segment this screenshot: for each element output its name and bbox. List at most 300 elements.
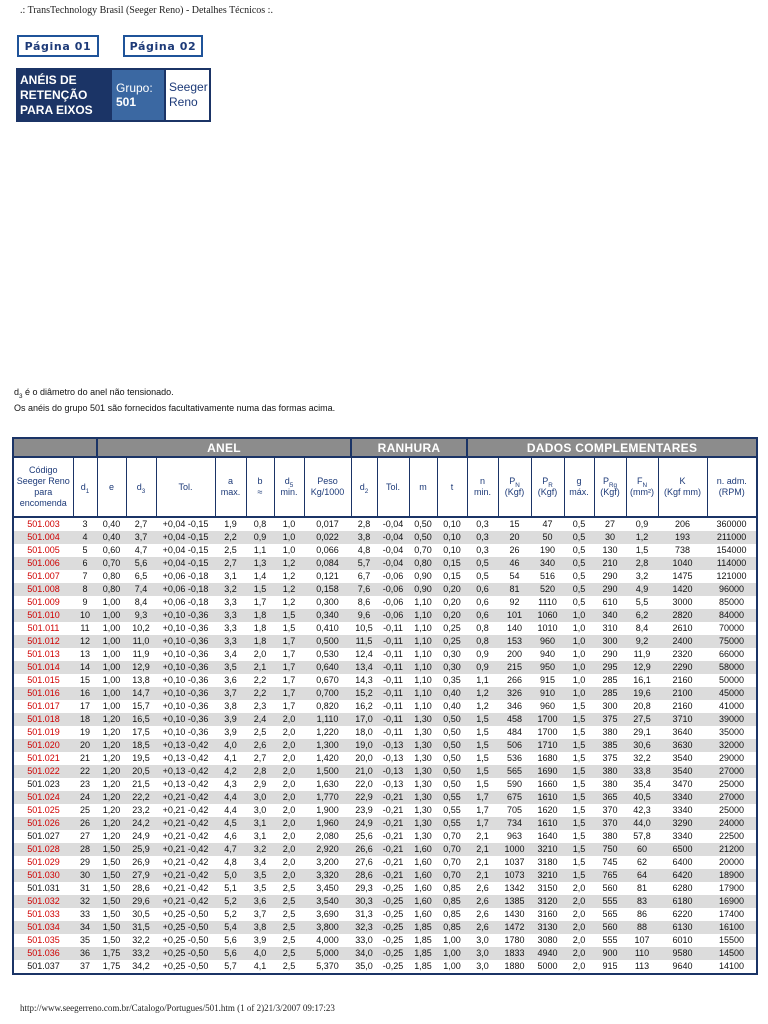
prg-cell: 30 bbox=[594, 531, 626, 544]
part-code-link[interactable]: 501.034 bbox=[27, 922, 60, 932]
d2-cell: 22,0 bbox=[355, 779, 373, 789]
d2-cell: 12,4 bbox=[355, 649, 373, 659]
g-max-cell: 1,5 bbox=[572, 857, 586, 867]
d5-min-cell: 1,7 bbox=[274, 661, 304, 674]
d5-min-cell: 1,7 bbox=[274, 687, 304, 700]
col-header-unit: (Kgf) bbox=[504, 487, 525, 497]
g-max-cell: 1,0 bbox=[564, 661, 594, 674]
pn-cell: 565 bbox=[498, 765, 531, 778]
pr-cell: 1690 bbox=[531, 765, 564, 778]
t-cell: 0,20 bbox=[437, 583, 467, 596]
codigo-cell bbox=[13, 713, 73, 726]
d3-cell: 17,5 bbox=[132, 727, 150, 737]
n-min-cell: 2,1 bbox=[467, 843, 498, 856]
pr-cell: 1060 bbox=[531, 609, 564, 622]
e-cell: 1,00 bbox=[97, 661, 126, 674]
col-header-unit: Kg/1000 bbox=[310, 487, 345, 497]
d2-cell: 21,0 bbox=[351, 765, 377, 778]
tol-anel-cell: +0,25 -0,50 bbox=[162, 935, 209, 945]
note-symbol: d bbox=[14, 387, 20, 397]
n-min-cell: 3,0 bbox=[467, 947, 498, 960]
table-row bbox=[13, 765, 757, 778]
col-header-prg bbox=[594, 457, 626, 517]
tol-anel-cell: +0,04 -0,15 bbox=[156, 531, 215, 544]
pn-cell: 1000 bbox=[498, 843, 531, 856]
a-max-cell: 3,3 bbox=[224, 597, 237, 607]
prg-cell: 765 bbox=[594, 869, 626, 882]
e-cell: 1,00 bbox=[97, 609, 126, 622]
col-header-d5-min bbox=[274, 457, 304, 517]
note-group-forms: Os anéis do grupo 501 são fornecidos facultativamente numa das formas acima. bbox=[14, 403, 336, 413]
peso-cell: 1,960 bbox=[304, 817, 351, 830]
peso-cell: 0,158 bbox=[304, 583, 351, 596]
m-cell: 1,60 bbox=[414, 909, 432, 919]
b-cell: 3,5 bbox=[253, 883, 267, 893]
col-header-d1 bbox=[73, 457, 97, 517]
b-cell: 1,8 bbox=[246, 635, 274, 648]
t-cell: 0,55 bbox=[443, 805, 461, 815]
col-header-g-max bbox=[564, 457, 594, 517]
t-cell: 0,40 bbox=[443, 701, 461, 711]
part-code-link[interactable]: 501.032 bbox=[27, 896, 60, 906]
fn-cell: 40,5 bbox=[626, 791, 658, 804]
specs-table bbox=[12, 437, 758, 975]
n-min-cell: 1,2 bbox=[467, 687, 498, 700]
e-cell: 1,20 bbox=[102, 779, 121, 789]
pn-cell: 200 bbox=[507, 649, 523, 659]
part-code-link[interactable]: 501.007 bbox=[27, 571, 60, 581]
t-cell: 0,40 bbox=[437, 687, 467, 700]
peso-cell: 1,770 bbox=[304, 791, 351, 804]
m-cell: 1,30 bbox=[414, 779, 432, 789]
peso-cell: 2,920 bbox=[304, 843, 351, 856]
page-01-button[interactable]: Página 01 bbox=[17, 35, 99, 57]
part-code-link[interactable]: 501.017 bbox=[27, 701, 60, 711]
t-cell: 0,50 bbox=[443, 753, 461, 763]
col-header-unit: ≈ bbox=[257, 487, 263, 497]
tol-ranhura-cell: -0,11 bbox=[383, 649, 403, 659]
a-max-cell: 3,3 bbox=[215, 635, 246, 648]
peso-cell: 2,080 bbox=[316, 831, 339, 841]
t-cell: 0,15 bbox=[437, 557, 467, 570]
b-cell: 3,1 bbox=[246, 817, 274, 830]
d2-cell: 19,0 bbox=[351, 739, 377, 752]
n-min-cell: 0,5 bbox=[467, 557, 498, 570]
n-min-cell: 1,2 bbox=[476, 701, 489, 711]
n-min-cell: 1,7 bbox=[467, 817, 498, 830]
prg-cell: 560 bbox=[602, 883, 618, 893]
tol-ranhura-cell: -0,06 bbox=[382, 571, 404, 581]
e-cell: 1,20 bbox=[97, 791, 126, 804]
d3-cell: 33,2 bbox=[126, 947, 156, 960]
b-cell: 3,9 bbox=[253, 935, 267, 945]
col-header-tol-anel bbox=[156, 457, 215, 517]
part-code-link[interactable]: 501.021 bbox=[27, 753, 60, 763]
pr-cell: 960 bbox=[540, 701, 556, 711]
d3-cell: 6,5 bbox=[134, 571, 148, 581]
n-adm-cell: 66000 bbox=[719, 649, 745, 659]
d1-cell: 19 bbox=[79, 727, 90, 737]
pr-cell: 5000 bbox=[537, 961, 558, 971]
d3-cell: 10,2 bbox=[132, 623, 150, 633]
part-code-link[interactable]: 501.030 bbox=[27, 870, 60, 880]
d3-cell: 32,2 bbox=[132, 935, 150, 945]
table-row bbox=[13, 856, 757, 869]
pr-cell: 960 bbox=[531, 635, 564, 648]
a-max-cell: 5,4 bbox=[215, 921, 246, 934]
pr-cell: 1640 bbox=[537, 831, 558, 841]
peso-cell: 0,022 bbox=[304, 531, 351, 544]
peso-cell: 1,110 bbox=[304, 713, 351, 726]
n-min-cell: 0,6 bbox=[476, 597, 489, 607]
e-cell: 1,20 bbox=[102, 831, 121, 841]
fn-cell: 16,1 bbox=[633, 675, 651, 685]
d1-cell: 26 bbox=[73, 817, 97, 830]
pr-cell: 190 bbox=[540, 545, 556, 555]
tol-ranhura-cell: -0,11 bbox=[377, 635, 409, 648]
g-max-cell: 1,5 bbox=[564, 739, 594, 752]
prg-cell: 370 bbox=[602, 805, 618, 815]
part-code-link[interactable]: 501.005 bbox=[27, 545, 60, 555]
g-max-cell: 1,0 bbox=[564, 609, 594, 622]
d1-cell: 25 bbox=[79, 805, 90, 815]
b-cell: 4,0 bbox=[246, 947, 274, 960]
codigo-cell bbox=[13, 687, 73, 700]
prg-cell: 555 bbox=[594, 895, 626, 908]
fn-cell: 113 bbox=[634, 961, 650, 971]
d2-cell: 18,0 bbox=[355, 727, 373, 737]
d3-cell: 22,2 bbox=[126, 791, 156, 804]
pn-cell: 963 bbox=[507, 831, 523, 841]
part-code-link[interactable]: 501.010 bbox=[27, 610, 60, 620]
b-cell: 1,5 bbox=[246, 583, 274, 596]
a-max-cell: 4,3 bbox=[224, 779, 237, 789]
b-cell: 2,0 bbox=[253, 649, 267, 659]
codigo-cell bbox=[13, 635, 73, 648]
product-info-box bbox=[16, 68, 211, 122]
part-code-link[interactable]: 501.018 bbox=[27, 714, 60, 724]
table-row bbox=[13, 674, 757, 687]
a-max-cell: 4,4 bbox=[224, 805, 237, 815]
e-cell: 1,00 bbox=[102, 597, 121, 607]
m-cell: 1,85 bbox=[414, 961, 432, 971]
part-code: 501.037 bbox=[27, 961, 60, 971]
e-cell: 1,50 bbox=[102, 909, 121, 919]
b-cell: 2,4 bbox=[246, 713, 274, 726]
part-code-link[interactable]: 501.003 bbox=[27, 519, 60, 529]
table-row bbox=[13, 778, 757, 791]
n-adm-cell: 14100 bbox=[719, 961, 745, 971]
col-header-e bbox=[97, 457, 126, 517]
k-cell: 3640 bbox=[672, 727, 693, 737]
pr-cell: 1620 bbox=[537, 805, 558, 815]
d2-cell: 22,9 bbox=[351, 791, 377, 804]
d1-cell: 6 bbox=[73, 557, 97, 570]
table-row bbox=[13, 791, 757, 804]
a-max-cell: 5,1 bbox=[224, 883, 237, 893]
t-cell: 0,85 bbox=[437, 921, 467, 934]
k-cell: 9640 bbox=[672, 961, 693, 971]
a-max-cell: 3,2 bbox=[215, 583, 246, 596]
g-max-cell: 0,5 bbox=[564, 531, 594, 544]
d5-min-cell: 1,7 bbox=[282, 701, 296, 711]
d1-cell: 32 bbox=[73, 895, 97, 908]
pn-cell: 215 bbox=[498, 661, 531, 674]
n-adm-cell: 17900 bbox=[719, 883, 745, 893]
t-cell: 1,00 bbox=[443, 961, 461, 971]
group-header-dados-complementares: DADOS COMPLEMENTARES bbox=[467, 438, 757, 457]
d3-cell: 27,9 bbox=[126, 869, 156, 882]
t-cell: 0,30 bbox=[443, 649, 461, 659]
d2-cell: 3,8 bbox=[351, 531, 377, 544]
k-cell: 2820 bbox=[658, 609, 707, 622]
a-max-cell: 5,6 bbox=[224, 935, 237, 945]
a-max-cell: 3,1 bbox=[224, 571, 237, 581]
a-max-cell: 4,7 bbox=[215, 843, 246, 856]
tol-ranhura-cell: -0,25 bbox=[377, 895, 409, 908]
part-code-link[interactable]: 501.012 bbox=[27, 636, 60, 646]
part-code-link[interactable]: 501.015 bbox=[27, 675, 60, 685]
col-header-label: t bbox=[450, 481, 454, 492]
n-min-cell: 2,1 bbox=[476, 831, 489, 841]
k-cell: 3540 bbox=[672, 753, 693, 763]
product-name-line: ANÉIS DE bbox=[20, 72, 77, 87]
e-cell: 0,80 bbox=[102, 571, 121, 581]
part-code-link[interactable]: 501.009 bbox=[27, 597, 60, 607]
codigo-cell bbox=[13, 934, 73, 947]
tol-anel-cell: +0,10 -0,36 bbox=[162, 701, 209, 711]
t-cell: 0,20 bbox=[443, 597, 461, 607]
col-header-label: Peso bbox=[317, 476, 338, 486]
d2-cell: 9,6 bbox=[351, 609, 377, 622]
table-body bbox=[13, 517, 757, 974]
m-cell: 1,60 bbox=[409, 895, 437, 908]
n-adm-cell: 114000 bbox=[707, 557, 757, 570]
d5-min-cell: 1,5 bbox=[282, 623, 296, 633]
part-code-link[interactable]: 501.025 bbox=[27, 805, 60, 815]
part-code-link[interactable]: 501.019 bbox=[27, 727, 60, 737]
tol-anel-cell: +0,04 -0,15 bbox=[162, 519, 209, 529]
peso-cell: 0,121 bbox=[316, 571, 339, 581]
k-cell: 6180 bbox=[658, 895, 707, 908]
m-cell: 1,10 bbox=[414, 623, 432, 633]
b-cell: 3,8 bbox=[246, 921, 274, 934]
d3-cell: 20,5 bbox=[126, 765, 156, 778]
d2-cell: 10,5 bbox=[355, 623, 373, 633]
d2-cell: 32,3 bbox=[351, 921, 377, 934]
codigo-cell bbox=[13, 921, 73, 934]
peso-cell: 0,670 bbox=[316, 675, 339, 685]
codigo-cell bbox=[13, 752, 73, 765]
pr-cell: 1710 bbox=[531, 739, 564, 752]
m-cell: 1,60 bbox=[414, 857, 432, 867]
peso-cell: 5,370 bbox=[316, 961, 339, 971]
pr-cell: 3210 bbox=[531, 843, 564, 856]
tol-anel-cell: +0,21 -0,42 bbox=[156, 843, 215, 856]
d2-cell: 25,6 bbox=[355, 831, 373, 841]
m-cell: 0,90 bbox=[414, 571, 432, 581]
pn-cell: 1073 bbox=[498, 869, 531, 882]
table-row bbox=[13, 583, 757, 596]
d3-cell: 28,6 bbox=[132, 883, 150, 893]
n-min-cell: 2,6 bbox=[467, 921, 498, 934]
d5-min-cell: 1,2 bbox=[274, 583, 304, 596]
d1-cell: 17 bbox=[79, 701, 90, 711]
codigo-cell bbox=[13, 843, 73, 856]
col-header-unit: (Kgf mm) bbox=[664, 487, 702, 497]
k-cell: 3540 bbox=[658, 765, 707, 778]
pn-cell: 15 bbox=[509, 519, 520, 529]
g-max-cell: 2,0 bbox=[564, 947, 594, 960]
e-cell: 1,20 bbox=[102, 805, 121, 815]
fn-cell: 57,8 bbox=[633, 831, 651, 841]
g-max-cell: 2,0 bbox=[572, 883, 586, 893]
pr-cell: 950 bbox=[531, 661, 564, 674]
g-max-cell: 1,5 bbox=[572, 805, 586, 815]
d3-cell: 14,7 bbox=[126, 687, 156, 700]
b-cell: 1,4 bbox=[253, 571, 267, 581]
part-code-link[interactable]: 501.022 bbox=[27, 766, 60, 776]
n-adm-cell: 70000 bbox=[719, 623, 745, 633]
b-cell: 1,1 bbox=[253, 545, 267, 555]
pr-cell: 1610 bbox=[531, 791, 564, 804]
prg-cell: 370 bbox=[594, 817, 626, 830]
n-adm-cell: 22500 bbox=[719, 831, 745, 841]
n-adm-cell: 58000 bbox=[707, 661, 757, 674]
part-code-link[interactable]: 501.029 bbox=[27, 857, 60, 867]
t-cell: 0,50 bbox=[437, 765, 467, 778]
codigo-cell bbox=[13, 791, 73, 804]
d1-cell: 22 bbox=[73, 765, 97, 778]
table-row bbox=[13, 622, 757, 635]
d5-min-cell: 2,0 bbox=[282, 831, 296, 841]
b-cell: 2,2 bbox=[253, 675, 267, 685]
e-cell: 1,50 bbox=[102, 935, 121, 945]
tol-ranhura-cell: -0,06 bbox=[377, 609, 409, 622]
part-code-link[interactable]: 501.035 bbox=[27, 935, 60, 945]
pn-cell: 140 bbox=[507, 623, 523, 633]
g-max-cell: 1,5 bbox=[564, 817, 594, 830]
e-cell: 0,40 bbox=[102, 519, 121, 529]
n-adm-cell: 16900 bbox=[707, 895, 757, 908]
part-code-link[interactable]: 501.014 bbox=[27, 662, 60, 672]
tol-ranhura-cell: -0,21 bbox=[382, 831, 404, 841]
n-min-cell: 0,6 bbox=[467, 583, 498, 596]
peso-cell: 3,540 bbox=[304, 895, 351, 908]
peso-cell: 0,084 bbox=[304, 557, 351, 570]
t-cell: 0,85 bbox=[437, 895, 467, 908]
k-cell: 2160 bbox=[672, 675, 693, 685]
part-code-link[interactable]: 501.004 bbox=[27, 532, 60, 542]
tol-ranhura-cell: -0,13 bbox=[382, 753, 404, 763]
g-max-cell: 1,5 bbox=[564, 791, 594, 804]
col-header-tol-ranhura bbox=[377, 457, 409, 517]
tol-anel-cell: +0,10 -0,36 bbox=[156, 609, 215, 622]
codigo-cell bbox=[13, 830, 73, 843]
d1-cell: 23 bbox=[79, 779, 90, 789]
pr-cell: 3160 bbox=[537, 909, 558, 919]
m-cell: 1,30 bbox=[409, 817, 437, 830]
n-adm-cell: 27000 bbox=[707, 765, 757, 778]
part-code-link[interactable]: 501.024 bbox=[27, 792, 60, 802]
prg-cell: 365 bbox=[594, 791, 626, 804]
d1-cell: 8 bbox=[73, 583, 97, 596]
t-cell: 0,50 bbox=[443, 779, 461, 789]
col-header-unit: (Kgf) bbox=[537, 487, 558, 497]
group-header-ranhura: RANHURA bbox=[351, 438, 467, 457]
part-code-link[interactable]: 501.008 bbox=[27, 584, 60, 594]
m-cell: 1,10 bbox=[414, 701, 432, 711]
d2-cell: 24,9 bbox=[351, 817, 377, 830]
d1-cell: 31 bbox=[79, 883, 90, 893]
g-max-cell: 0,5 bbox=[572, 545, 586, 555]
d5-min-cell: 1,2 bbox=[282, 571, 296, 581]
part-code-link[interactable]: 501.011 bbox=[27, 623, 60, 633]
part-code-link[interactable]: 501.026 bbox=[27, 818, 60, 828]
tol-ranhura-cell: -0,06 bbox=[377, 583, 409, 596]
fn-cell: 3,2 bbox=[635, 571, 649, 581]
e-cell: 1,50 bbox=[97, 843, 126, 856]
d3-cell: 19,5 bbox=[132, 753, 150, 763]
m-cell: 1,10 bbox=[414, 649, 432, 659]
d1-cell: 24 bbox=[73, 791, 97, 804]
tol-anel-cell: +0,25 -0,50 bbox=[156, 947, 215, 960]
t-cell: 0,85 bbox=[443, 909, 461, 919]
table-row bbox=[13, 544, 757, 557]
fn-cell: 86 bbox=[637, 909, 648, 919]
peso-cell: 1,300 bbox=[304, 739, 351, 752]
g-max-cell: 1,5 bbox=[572, 831, 586, 841]
table-row bbox=[13, 882, 757, 895]
e-cell: 1,75 bbox=[97, 947, 126, 960]
part-code-link[interactable]: 501.036 bbox=[27, 948, 60, 958]
part-code-link[interactable]: 501.033 bbox=[27, 909, 60, 919]
fn-cell: 27,5 bbox=[626, 713, 658, 726]
m-cell: 1,10 bbox=[409, 687, 437, 700]
d1-cell: 34 bbox=[73, 921, 97, 934]
m-cell: 1,85 bbox=[414, 935, 432, 945]
fn-cell: 20,8 bbox=[633, 701, 651, 711]
d3-cell: 24,9 bbox=[132, 831, 150, 841]
d5-min-cell: 2,0 bbox=[282, 727, 296, 737]
tol-ranhura-cell: -0,04 bbox=[377, 557, 409, 570]
codigo-cell bbox=[13, 648, 73, 661]
col-header-k bbox=[658, 457, 707, 517]
pr-cell: 3080 bbox=[537, 935, 558, 945]
col-header-label: d bbox=[284, 476, 290, 486]
d3-cell: 8,4 bbox=[134, 597, 148, 607]
d3-cell: 23,2 bbox=[132, 805, 150, 815]
part-code-link[interactable]: 501.028 bbox=[27, 844, 60, 854]
d3-cell: 13,8 bbox=[132, 675, 150, 685]
part-code-link[interactable]: 501.020 bbox=[27, 740, 60, 750]
part-code-link[interactable]: 501.013 bbox=[27, 649, 60, 659]
pr-cell: 1680 bbox=[537, 753, 558, 763]
part-code-link[interactable]: 501.016 bbox=[27, 688, 60, 698]
col-header-codigo bbox=[13, 457, 73, 517]
d5-min-cell: 1,7 bbox=[282, 649, 296, 659]
part-code-link[interactable]: 501.006 bbox=[27, 558, 60, 568]
prg-cell: 375 bbox=[594, 713, 626, 726]
column-header-row bbox=[13, 457, 757, 517]
fn-cell: 81 bbox=[637, 883, 648, 893]
n-min-cell: 2,6 bbox=[476, 883, 489, 893]
pr-cell: 520 bbox=[531, 583, 564, 596]
codigo-cell bbox=[13, 765, 73, 778]
page-02-button[interactable]: Página 02 bbox=[123, 35, 203, 57]
pr-cell: 1700 bbox=[537, 727, 558, 737]
prg-cell: 290 bbox=[594, 583, 626, 596]
